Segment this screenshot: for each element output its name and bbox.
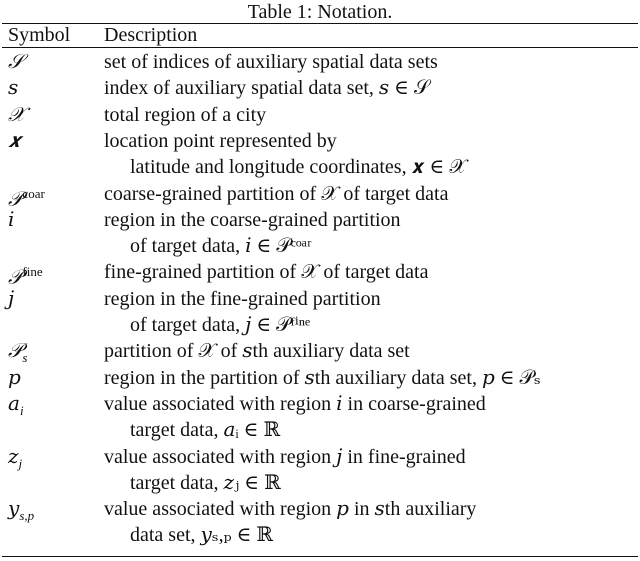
bottom-rule	[2, 556, 638, 557]
table-row-continuation	[0, 522, 640, 548]
table-row	[0, 102, 640, 128]
symbol-base: 𝑧	[8, 445, 19, 468]
symbol-base: 𝒮	[8, 51, 24, 73]
description-cell: region in the partition of 𝑠th auxiliary data set, 𝑝 ∈ 𝒫ₛ	[104, 366, 541, 389]
symbol-base: 𝒫	[8, 188, 23, 211]
table-row	[0, 286, 640, 312]
table-row-continuation	[0, 417, 640, 443]
description-cell: total region of a city	[104, 103, 267, 126]
table-row	[0, 207, 640, 233]
table-row	[0, 338, 640, 364]
description-cell: data set, 𝑦ₛ,ₚ ∈ ℝ	[130, 524, 273, 547]
description-cell: of target data, 𝑖 ∈ 𝒫ᶜᵒᵃʳ	[130, 235, 312, 258]
description-cell: coarse-grained partition of 𝒳 of target data	[104, 182, 449, 205]
description-cell: region in the fine-grained partition	[104, 287, 381, 310]
table-row	[0, 75, 640, 101]
description-cell: index of auxiliary spatial data set, 𝑠 ∈ 𝒮	[104, 77, 430, 100]
table-row	[0, 365, 640, 391]
symbol-cell	[8, 207, 14, 233]
symbol-base: 𝑗	[8, 287, 15, 310]
table-caption: Table 1: Notation.	[247, 1, 393, 23]
symbol-superscript: fine	[22, 264, 43, 280]
symbol-base: 𝑎	[8, 392, 20, 415]
table-row	[0, 128, 640, 154]
symbol-subscript: s	[22, 350, 28, 366]
header-symbol: Symbol	[8, 24, 71, 46]
header-rule	[2, 47, 638, 48]
description-cell: value associated with region 𝑝 in 𝑠th auxiliary	[104, 498, 477, 521]
symbol-base: 𝒫	[8, 267, 23, 290]
symbol-subscript: s,p	[19, 508, 35, 524]
description-cell: target data, 𝑧ⱼ ∈ ℝ	[130, 471, 281, 494]
description-cell: value associated with region 𝑗 in fine-grained	[104, 445, 466, 468]
symbol-base: 𝑦	[8, 498, 20, 521]
description-cell: region in the coarse-grained partition	[104, 208, 401, 231]
description-cell: set of indices of auxiliary spatial data sets	[104, 51, 438, 73]
symbol-cell	[8, 102, 25, 128]
symbol-cell	[8, 49, 23, 75]
table-row	[0, 49, 640, 75]
table-row	[0, 496, 640, 522]
description-cell: of target data, 𝑗 ∈ 𝒫ᶠⁱⁿᵉ	[130, 314, 311, 336]
symbol-base: 𝒙	[8, 129, 21, 152]
table-row	[0, 444, 640, 470]
description-cell: location point represented by	[104, 129, 337, 152]
symbol-base: 𝑝	[8, 366, 21, 389]
symbol-subscript: i	[19, 402, 24, 418]
table-row-continuation	[0, 470, 640, 496]
symbol-cell	[8, 75, 18, 101]
symbol-cell	[8, 286, 14, 312]
description-cell: partition of 𝒳 of 𝑠th auxiliary data set	[104, 340, 410, 363]
table-row-continuation	[0, 312, 640, 338]
header-description: Description	[104, 24, 198, 46]
description-cell: target data, 𝑎ᵢ ∈ ℝ	[130, 419, 281, 442]
symbol-base: 𝒫	[8, 340, 23, 363]
table-row	[0, 259, 640, 290]
table-row	[0, 181, 640, 211]
symbol-base: 𝒳	[8, 103, 26, 126]
description-cell: fine-grained partition of 𝒳 of target data	[104, 261, 429, 284]
table-header	[0, 22, 640, 48]
symbol-superscript: coar	[22, 185, 45, 201]
symbol-base: 𝑠	[8, 77, 19, 100]
symbol-cell	[8, 128, 21, 154]
description-cell: latitude and longitude coordinates, 𝒙 ∈ 𝒳	[130, 156, 467, 179]
table-row-continuation	[0, 233, 640, 259]
table-row-continuation	[0, 154, 640, 180]
table-row	[0, 391, 640, 417]
symbol-base: 𝑖	[8, 208, 15, 231]
description-cell: value associated with region 𝑖 in coarse-grained	[104, 392, 486, 415]
symbol-subscript: j	[18, 455, 23, 471]
symbol-cell	[8, 365, 21, 391]
